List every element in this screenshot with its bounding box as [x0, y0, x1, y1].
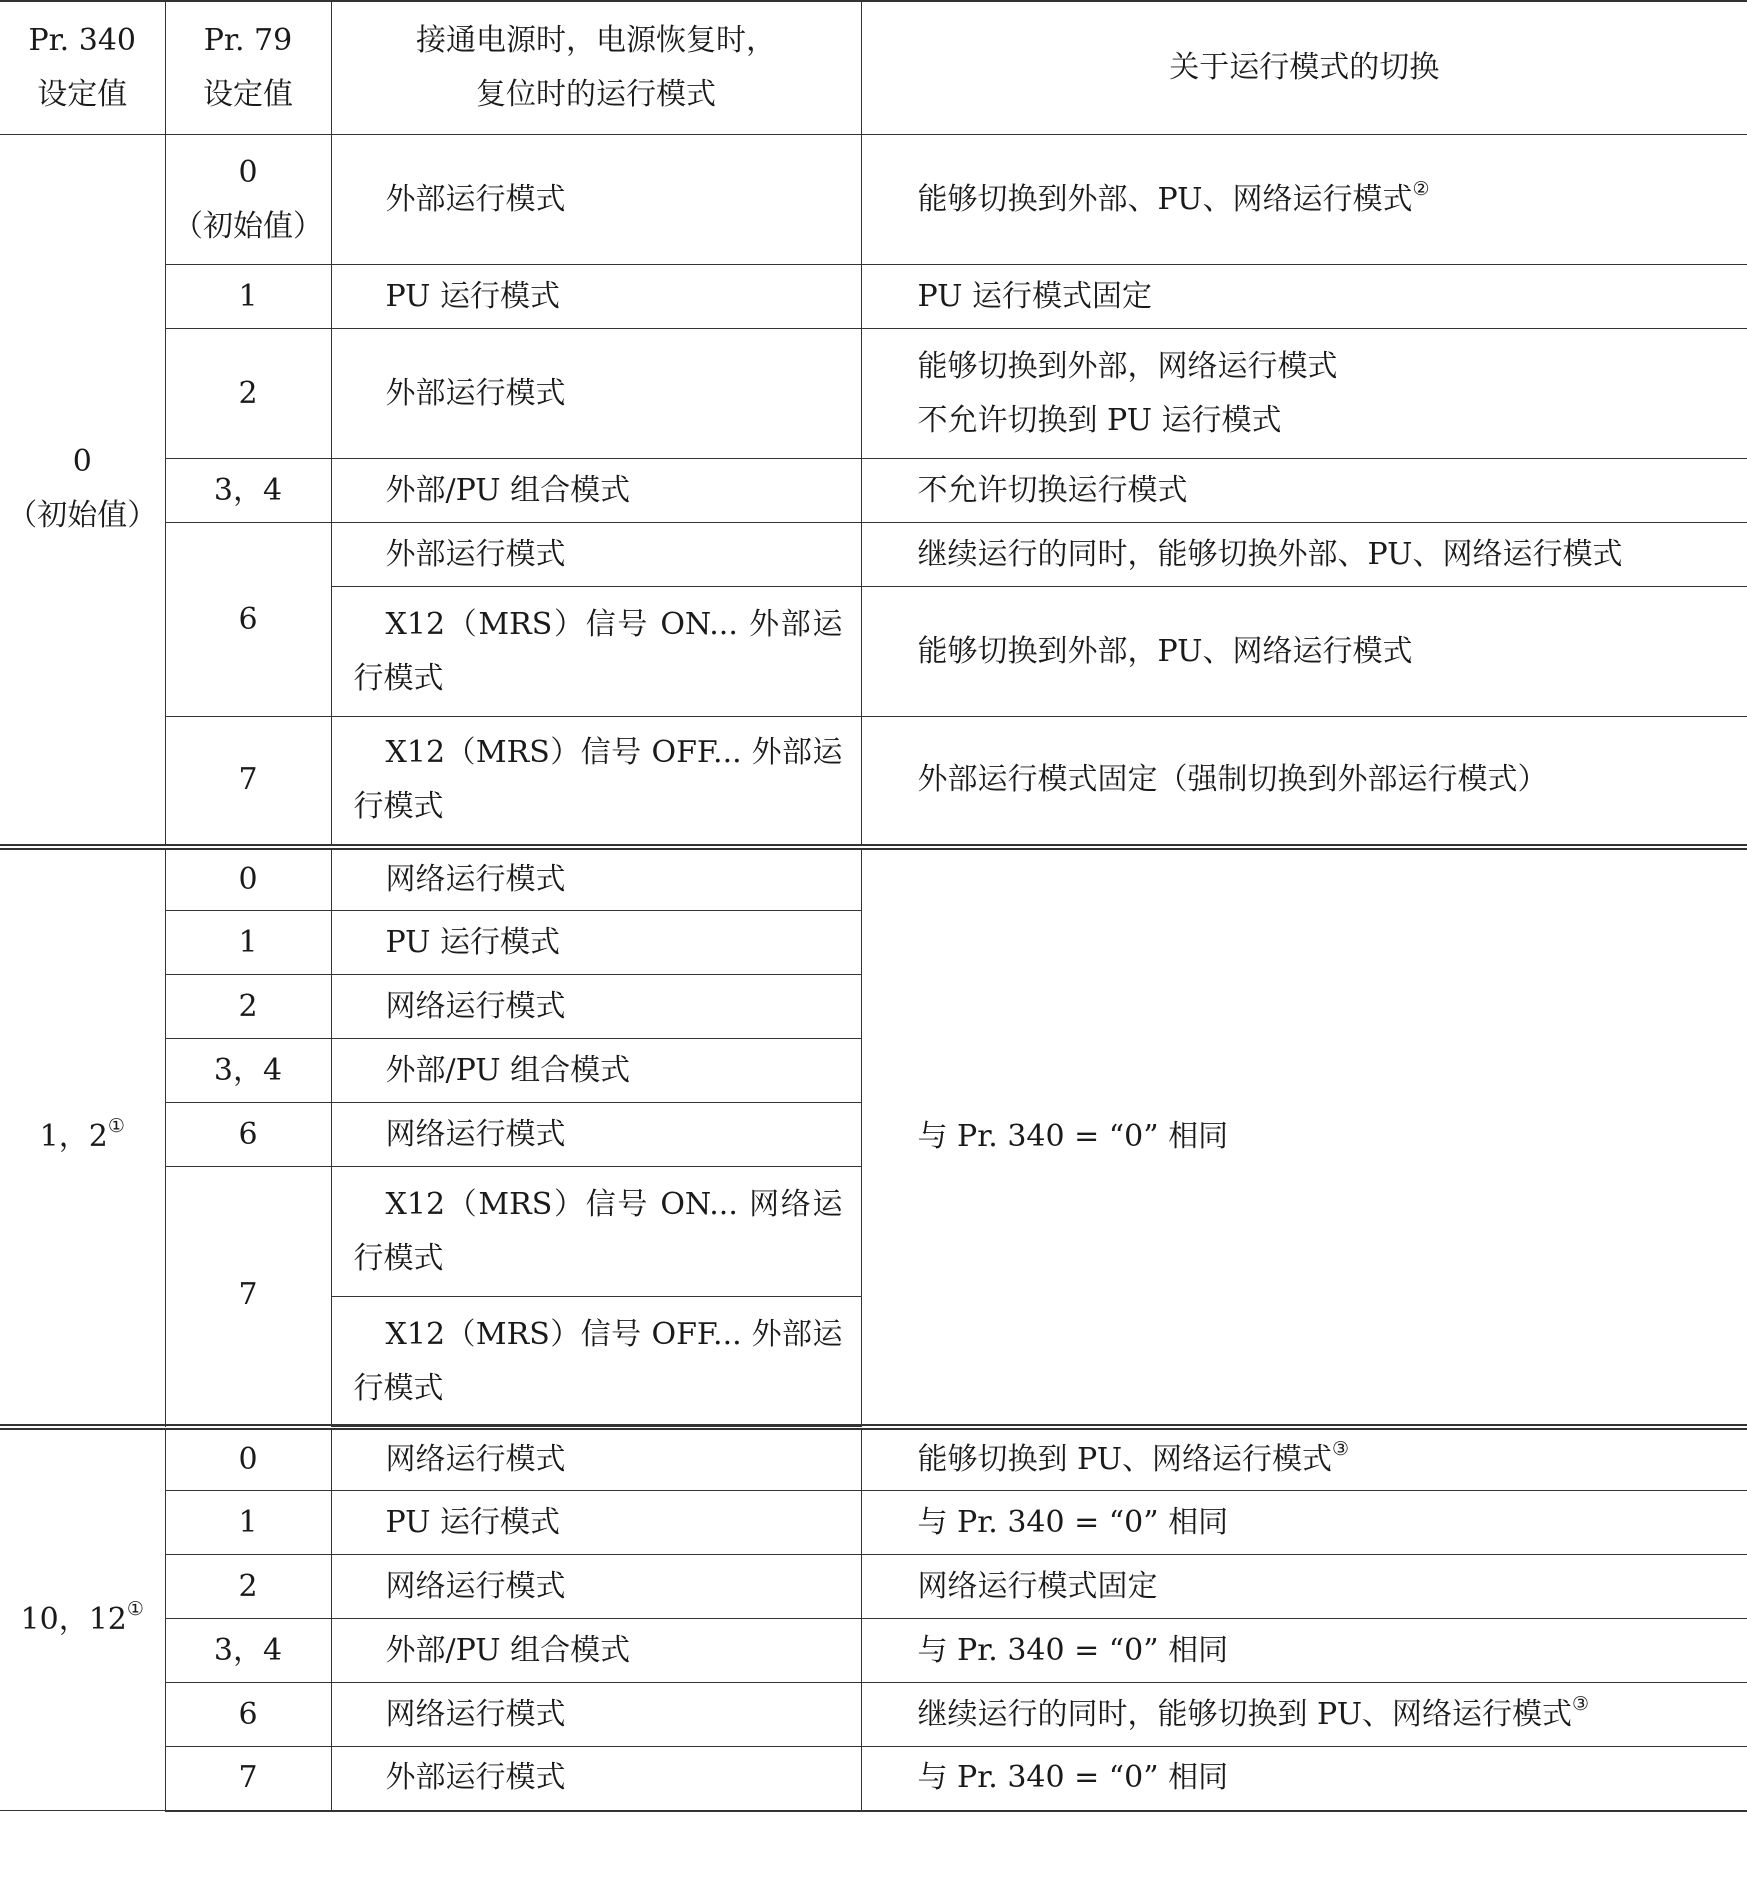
- note-marker: ②: [1412, 177, 1430, 200]
- switch-line2: 不允许切换到 PU 运行模式: [917, 402, 1282, 438]
- table-row: [0, 523, 1747, 587]
- note-marker: ③: [1571, 1692, 1590, 1715]
- switch-cell: [861, 1683, 1747, 1747]
- mode-cell: 网络运行模式: [331, 975, 861, 1039]
- mode-cell: 外部运行模式: [331, 135, 861, 265]
- header-startup-mode-line1: 接通电源时，电源恢复时，: [416, 23, 776, 58]
- switch-cell: 与 Pr. 340 = “0” 相同: [861, 1619, 1747, 1683]
- mode-cell: PU 运行模式: [331, 911, 861, 975]
- mode-cell: PU 运行模式: [331, 265, 861, 329]
- mode-cell: 外部/PU 组合模式: [331, 459, 861, 523]
- header-pr340-line2: 设定值: [37, 77, 128, 112]
- mode-cell: X12（MRS）信号 OFF... 外部运行模式: [331, 1297, 861, 1427]
- mode-cell: 外部运行模式: [331, 329, 861, 459]
- pr79-cell: 0: [165, 847, 331, 911]
- pr79-cell: 2: [165, 329, 331, 459]
- pr79-cell: 6: [165, 523, 331, 717]
- switch-cell: 网络运行模式固定: [861, 1555, 1747, 1619]
- table-row: [0, 717, 1747, 847]
- switch-cell: 外部运行模式固定（强制切换到外部运行模式）: [861, 717, 1747, 847]
- switch-cell: 与 Pr. 340 = “0” 相同: [861, 1491, 1747, 1555]
- mode-cell: 外部/PU 组合模式: [331, 1619, 861, 1683]
- switch-cell: [861, 135, 1747, 265]
- switch-cell: [861, 1427, 1747, 1491]
- pr79-cell: 3，4: [165, 1039, 331, 1103]
- header-startup-mode: [331, 1, 861, 135]
- mode-cell: 外部运行模式: [331, 1747, 861, 1811]
- group1-pr340: [0, 847, 165, 1427]
- switch-text: 能够切换到 PU、网络运行模式: [917, 1441, 1332, 1477]
- table-row: [0, 1427, 1747, 1491]
- pr79-cell: 1: [165, 911, 331, 975]
- switch-text: 能够切换到外部、PU、网络运行模式: [917, 181, 1413, 217]
- pr79-cell: 3，4: [165, 1619, 331, 1683]
- header-mode-switching-text: 关于运行模式的切换: [1169, 50, 1440, 85]
- table-row: [0, 1619, 1747, 1683]
- mode-cell: 网络运行模式: [331, 847, 861, 911]
- mode-cell: 外部/PU 组合模式: [331, 1039, 861, 1103]
- header-mode-switching: [861, 1, 1747, 135]
- header-row: [0, 1, 1747, 135]
- header-pr340: [0, 1, 165, 135]
- mode-cell: X12（MRS）信号 ON... 网络运行模式: [331, 1167, 861, 1297]
- mode-cell: 网络运行模式: [331, 1683, 861, 1747]
- pr79-line1: 0: [238, 154, 258, 190]
- header-pr79: [165, 1, 331, 135]
- switch-text: 继续运行的同时，能够切换到 PU、网络运行模式: [917, 1696, 1572, 1732]
- group0-pr340-line2: （初始值）: [7, 498, 158, 534]
- table-row: [0, 459, 1747, 523]
- table-row: [0, 265, 1747, 329]
- group1-switch-cell: 与 Pr. 340 = “0” 相同: [861, 847, 1747, 1427]
- note-marker: ①: [107, 1114, 125, 1137]
- header-startup-mode-line2: 复位时的运行模式: [476, 77, 716, 112]
- pr79-cell: 6: [165, 1683, 331, 1747]
- pr79-cell: 7: [165, 1747, 331, 1811]
- switch-cell: 不允许切换运行模式: [861, 459, 1747, 523]
- header-pr79-line1: Pr. 79: [203, 23, 293, 58]
- header-pr340-line1: Pr. 340: [28, 23, 137, 58]
- mode-cell: 外部运行模式: [331, 523, 861, 587]
- pr79-cell: 6: [165, 1103, 331, 1167]
- mode-cell: PU 运行模式: [331, 1491, 861, 1555]
- group2-pr340: [0, 1427, 165, 1811]
- pr79-cell: 1: [165, 265, 331, 329]
- note-marker: ①: [126, 1597, 144, 1620]
- group2-pr340-text: 10，12: [20, 1601, 127, 1637]
- switch-cell: PU 运行模式固定: [861, 265, 1747, 329]
- table-row: [0, 1683, 1747, 1747]
- switch-cell: 与 Pr. 340 = “0” 相同: [861, 1747, 1747, 1811]
- switch-cell: 能够切换到外部，PU、网络运行模式: [861, 587, 1747, 717]
- switch-cell: 继续运行的同时，能够切换外部、PU、网络运行模式: [861, 523, 1747, 587]
- mode-cell: X12（MRS）信号 OFF... 外部运行模式: [331, 717, 861, 847]
- note-marker: ③: [1331, 1437, 1350, 1460]
- table-row: [0, 847, 1747, 911]
- mode-cell: 网络运行模式: [331, 1103, 861, 1167]
- mode-cell: 网络运行模式: [331, 1427, 861, 1491]
- pr79-cell: 7: [165, 1167, 331, 1427]
- group1-pr340-text: 1，2: [39, 1118, 108, 1154]
- table-row: [0, 1491, 1747, 1555]
- pr79-cell: 1: [165, 1491, 331, 1555]
- header-pr79-line2: 设定值: [203, 77, 293, 112]
- mode-cell: 网络运行模式: [331, 1555, 861, 1619]
- pr79-cell: 2: [165, 1555, 331, 1619]
- switch-line1: 能够切换到外部，网络运行模式: [917, 348, 1338, 384]
- pr79-cell: 0: [165, 1427, 331, 1491]
- group0-pr340: [0, 135, 165, 847]
- table-row: [0, 135, 1747, 265]
- table-row: [0, 1747, 1747, 1811]
- table-row: [0, 329, 1747, 459]
- pr79-cell: [165, 135, 331, 265]
- switch-cell: [861, 329, 1747, 459]
- mode-cell: X12（MRS）信号 ON... 外部运行模式: [331, 587, 861, 717]
- pr79-cell: 3，4: [165, 459, 331, 523]
- pr79-cell: 7: [165, 717, 331, 847]
- pr79-line2: （初始值）: [173, 208, 323, 244]
- pr79-cell: 2: [165, 975, 331, 1039]
- group0-pr340-line1: 0: [72, 444, 92, 480]
- table-row: [0, 1555, 1747, 1619]
